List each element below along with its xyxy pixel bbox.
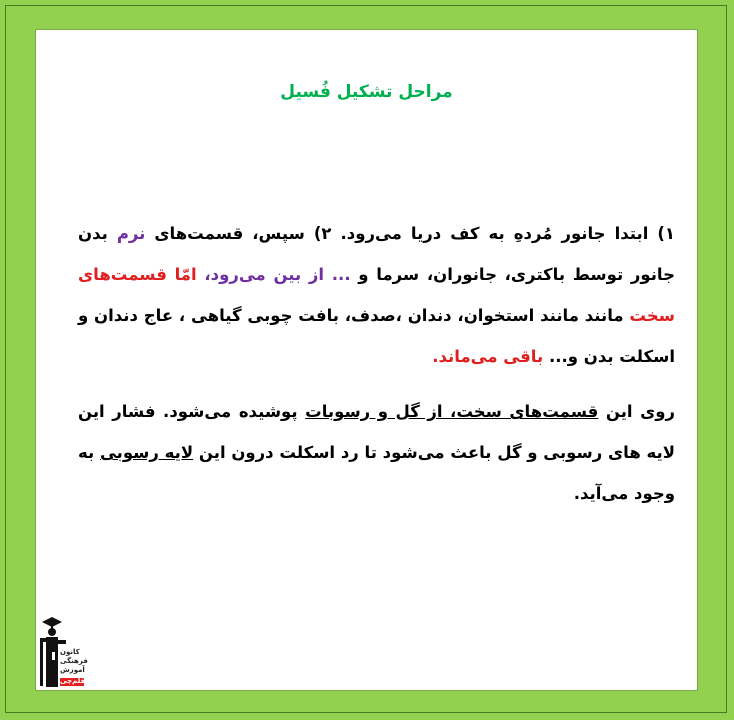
p1-hard-parts-phrase: امّا قسمت‌های سخت (78, 265, 675, 325)
slide-page (35, 29, 698, 691)
p1-text-2: بدن جانور توسط باکتری، جانوران، سرما و (78, 224, 675, 284)
p2-text-2: پوشیده می‌شود. فشار این لایه های رسوبی و گل باعث می‌شود تا رد اسکلت درون این (78, 402, 675, 462)
p1-text-3: مانند مانند استخوان، دندان ،صدف، بافت چوبی گیاهی ، عاج دندان و اسکلت بدن و... (78, 306, 675, 366)
p2-underlined-2: لایه رسوبی (99, 443, 194, 462)
paragraph-1 (78, 213, 675, 377)
body-text (78, 213, 675, 514)
p1-remain-phrase: باقی می‌ماند. (432, 347, 544, 366)
p1-soft-word: نرم (116, 224, 146, 243)
logo-line-1: کانون (60, 648, 80, 656)
logo-line-2: فرهنگی (60, 657, 88, 665)
p1-disappear-phrase: ... از بین می‌رود، (204, 265, 351, 284)
p2-text-1: روی این (598, 402, 675, 421)
p2-text-3: به وجود می‌آید. (78, 443, 675, 503)
page-title: مراحل تشکیل فُسیل (280, 82, 453, 102)
p2-underlined-1: قسمت‌های سخت، از گل و رسوبات (305, 402, 599, 421)
kanoon-logo (38, 612, 86, 688)
logo-line-3: آموزش (60, 666, 85, 674)
p1-text-1: ۱) ابتدا جانور مُردهِ به کف دریا می‌رود. ۲) سپس، قسمت‌های (145, 224, 675, 243)
paragraph-2 (78, 391, 675, 514)
logo-line-4: قلم‌چی (60, 677, 86, 685)
